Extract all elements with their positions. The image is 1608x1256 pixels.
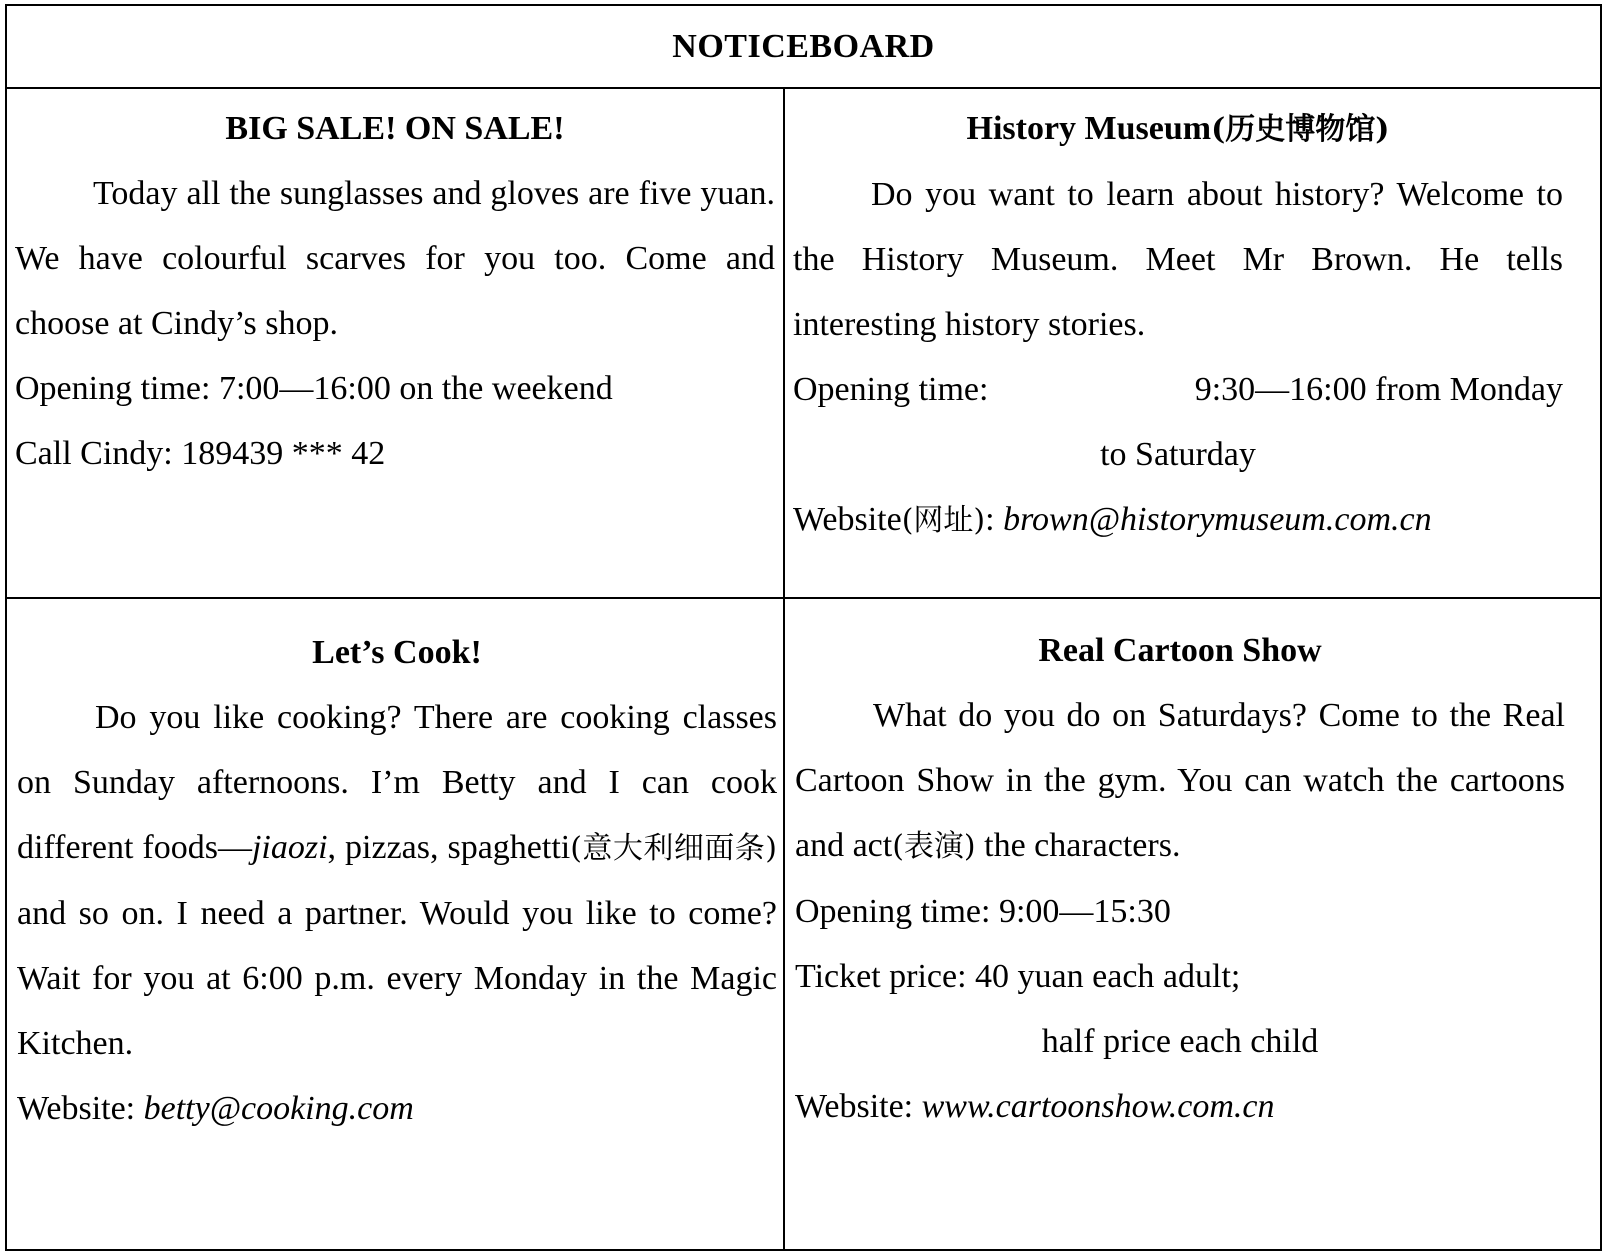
notice-heading: Let’s Cook! (312, 634, 482, 671)
ticket-price (795, 944, 1565, 1009)
body-cn: (表演) (892, 829, 976, 864)
notice-heading: BIG SALE! ON SALE! (225, 110, 565, 147)
website-link[interactable]: betty@cooking.com (143, 1090, 414, 1127)
body-text: , pizzas, spaghetti (327, 829, 571, 866)
body-text: and so on. I need a partner. Would you like to come? Wait for you at 6:00 p.m. every Monday in the Magic Kitchen. (17, 895, 777, 1062)
opening-time (15, 356, 775, 421)
website (17, 1076, 777, 1141)
opening-time (795, 879, 1565, 944)
ticket-price-label: Ticket price: (795, 958, 967, 995)
website-label-cn: (网址) (901, 503, 986, 538)
notice-body: Today all the sunglasses and gloves are five yuan. We have colourful scarves for you too. Come and choose at Cindy’s shop. (15, 175, 775, 342)
notice-body (795, 683, 1565, 879)
contact-label: Call Cindy: (15, 435, 173, 472)
opening-time-value: 7:00—16:00 on the weekend (218, 370, 613, 407)
ticket-price-value: 40 yuan each adult; (975, 958, 1241, 995)
noticeboard (5, 4, 1602, 1251)
notice-body (17, 685, 777, 1076)
heading-cn: (历史博物馆) (1211, 112, 1390, 147)
opening-time-value: 9:30—16:00 from Monday (1194, 371, 1563, 408)
vertical-divider (783, 89, 785, 1249)
website-label: Website (793, 501, 902, 538)
opening-time-label: Opening time: (795, 893, 991, 930)
notice-lets-cook (17, 620, 777, 1141)
opening-time (793, 357, 1563, 422)
website (795, 1074, 1565, 1139)
contact-phone (15, 421, 775, 486)
opening-time-value: 9:00—15:30 (998, 893, 1171, 930)
body-text: Do you like cooking? There are cooking classes on Sunday afternoons. I’m Betty and I can cook different foods— (17, 699, 777, 866)
body-italic: jiaozi (251, 829, 328, 866)
noticeboard-title: NOTICEBOARD (7, 6, 1600, 89)
body-text: What do you do on Saturdays? Come to the Real Cartoon Show in the gym. You can watch the cartoons and act (795, 697, 1565, 864)
opening-time-label: Opening time: (15, 370, 211, 407)
website-label: Website: (795, 1088, 914, 1125)
body-text: the characters. (975, 827, 1181, 864)
opening-time-label: Opening time: (793, 371, 989, 408)
notice-heading (793, 96, 1563, 162)
website-label: Website: (17, 1090, 136, 1127)
notice-cartoon-show (795, 618, 1565, 1139)
horizontal-divider (7, 597, 1600, 599)
notice-history-museum (793, 96, 1563, 553)
website (793, 487, 1563, 553)
website-link[interactable]: brown@historymuseum.com.cn (1003, 501, 1432, 538)
notice-body: Do you want to learn about history? Welcome to the History Museum. Meet Mr Brown. He tells interesting history stories. (793, 176, 1563, 343)
ticket-price-continued: half price each child (1041, 1023, 1319, 1060)
notice-big-sale (15, 96, 775, 486)
opening-time-continued: to Saturday (1100, 436, 1256, 473)
notice-heading: Real Cartoon Show (1038, 632, 1322, 669)
contact-value: 189439 *** 42 (181, 435, 386, 472)
website-colon: : (985, 501, 995, 538)
website-link[interactable]: www.cartoonshow.com.cn (921, 1088, 1275, 1125)
heading-en: History Museum (966, 110, 1212, 147)
body-cn: (意大利细面条) (570, 831, 777, 866)
